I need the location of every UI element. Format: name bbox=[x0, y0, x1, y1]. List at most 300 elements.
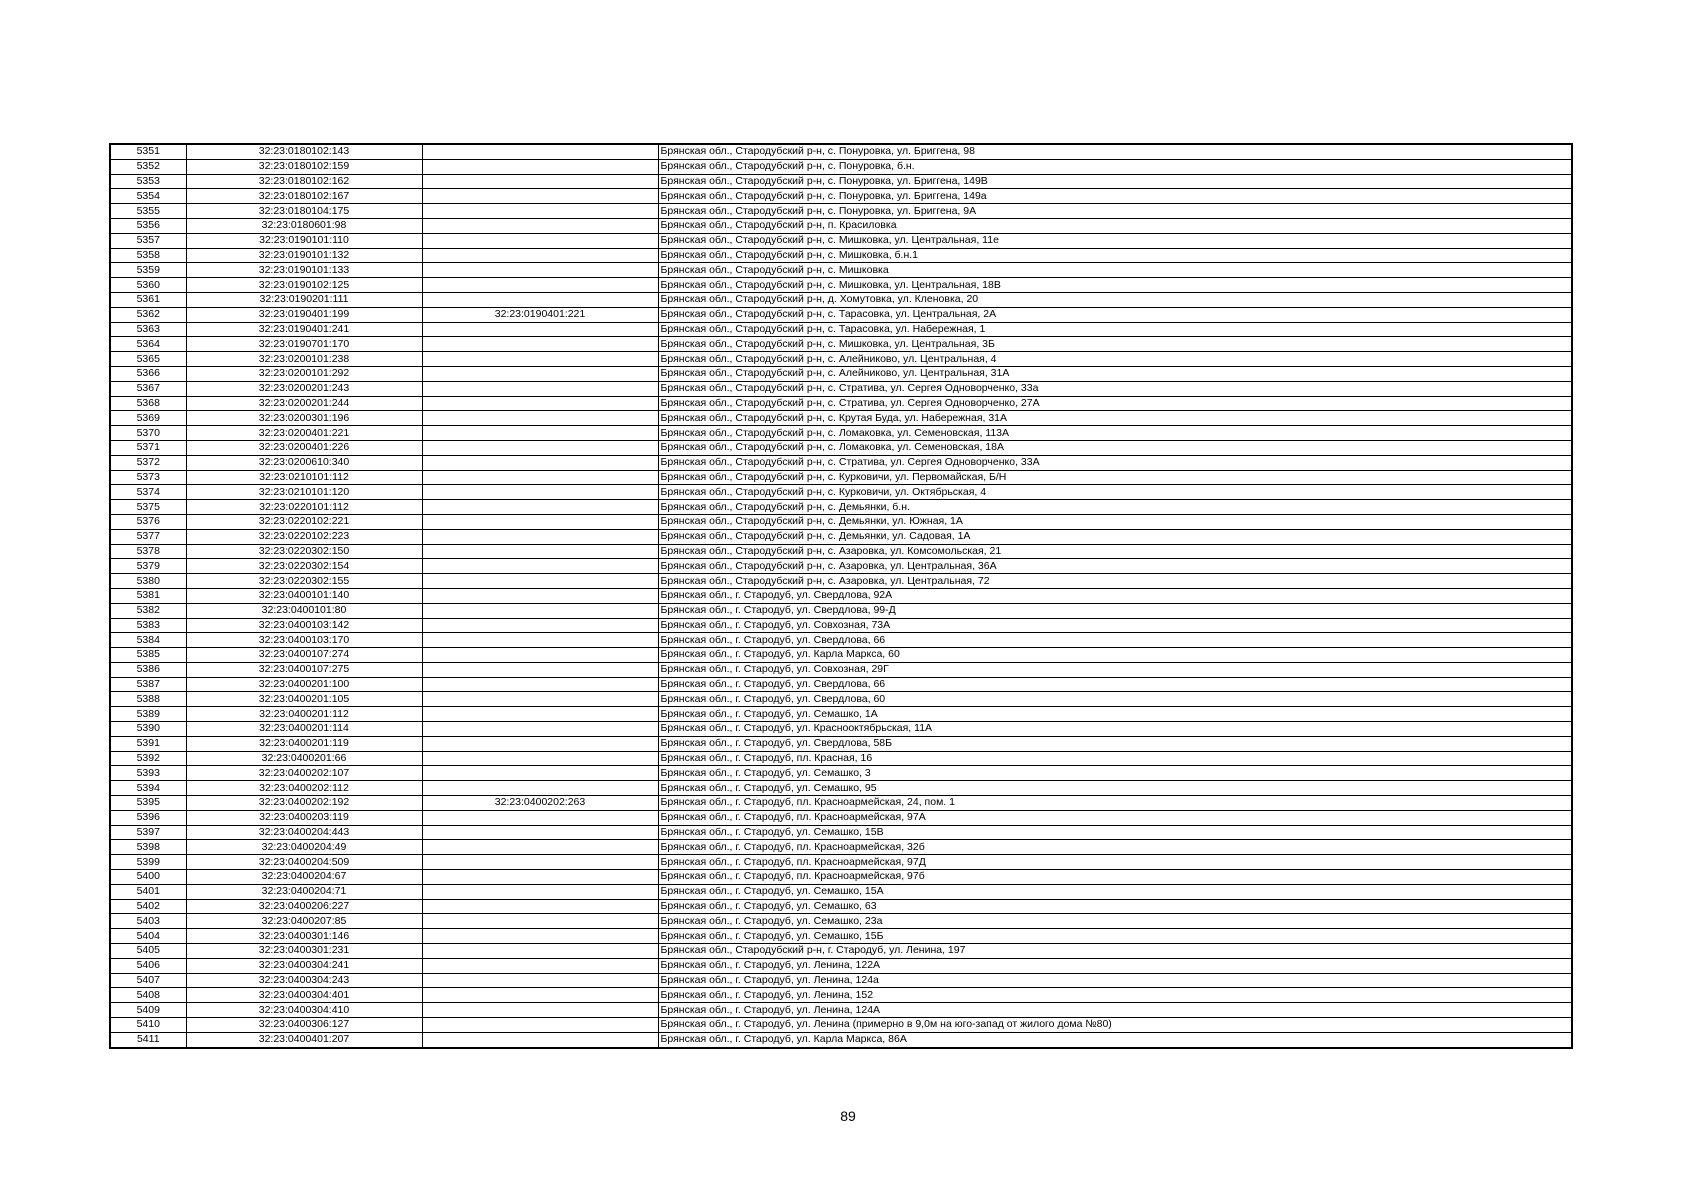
address: Брянская обл., г. Стародуб, пл. Красноармейская, 32б bbox=[658, 840, 1572, 855]
linked-cadastral-number bbox=[422, 559, 658, 574]
row-number: 5396 bbox=[110, 810, 186, 825]
address: Брянская обл., г. Стародуб, ул. Ленина, 124а bbox=[658, 973, 1572, 988]
cadastral-number: 32:23:0180102:167 bbox=[186, 189, 422, 204]
table-row bbox=[110, 559, 1572, 574]
address: Брянская обл., Стародубский р-н, с. Понуровка, б.н. bbox=[658, 159, 1572, 174]
cadastral-number: 32:23:0200101:292 bbox=[186, 366, 422, 381]
row-number: 5359 bbox=[110, 263, 186, 278]
linked-cadastral-number bbox=[422, 973, 658, 988]
linked-cadastral-number bbox=[422, 366, 658, 381]
row-number: 5374 bbox=[110, 485, 186, 500]
address: Брянская обл., Стародубский р-н, с. Ломаковка, ул. Семеновская, 18А bbox=[658, 440, 1572, 455]
row-number: 5365 bbox=[110, 352, 186, 367]
table-row bbox=[110, 692, 1572, 707]
table-row bbox=[110, 633, 1572, 648]
cadastral-number: 32:23:0200201:244 bbox=[186, 396, 422, 411]
linked-cadastral-number bbox=[422, 529, 658, 544]
address: Брянская обл., Стародубский р-н, с. Тарасовка, ул. Центральная, 2А bbox=[658, 307, 1572, 322]
table-row bbox=[110, 292, 1572, 307]
row-number: 5395 bbox=[110, 796, 186, 811]
cadastral-number: 32:23:0180104:175 bbox=[186, 204, 422, 219]
address: Брянская обл., г. Стародуб, ул. Семашко, 15Б bbox=[658, 929, 1572, 944]
cadastral-number: 32:23:0190101:133 bbox=[186, 263, 422, 278]
row-number: 5408 bbox=[110, 988, 186, 1003]
linked-cadastral-number bbox=[422, 292, 658, 307]
cadastral-number: 32:23:0220302:154 bbox=[186, 559, 422, 574]
address: Брянская обл., г. Стародуб, ул. Свердлова, 60 bbox=[658, 692, 1572, 707]
cadastral-number: 32:23:0400107:275 bbox=[186, 662, 422, 677]
row-number: 5356 bbox=[110, 218, 186, 233]
linked-cadastral-number bbox=[422, 944, 658, 959]
address: Брянская обл., г. Стародуб, ул. Ленина (примерно в 9,0м на юго-запад от жилого дома №80) bbox=[658, 1018, 1572, 1033]
address: Брянская обл., г. Стародуб, ул. Семашко, 15В bbox=[658, 825, 1572, 840]
cadastral-number: 32:23:0400204:71 bbox=[186, 884, 422, 899]
linked-cadastral-number bbox=[422, 144, 658, 159]
address: Брянская обл., Стародубский р-н, с. Понуровка, ул. Бриггена, 149а bbox=[658, 189, 1572, 204]
table-row bbox=[110, 426, 1572, 441]
linked-cadastral-number bbox=[422, 751, 658, 766]
row-number: 5387 bbox=[110, 677, 186, 692]
row-number: 5366 bbox=[110, 366, 186, 381]
cadastral-number: 32:23:0200101:238 bbox=[186, 352, 422, 367]
linked-cadastral-number bbox=[422, 218, 658, 233]
row-number: 5375 bbox=[110, 500, 186, 515]
table-row bbox=[110, 929, 1572, 944]
row-number: 5401 bbox=[110, 884, 186, 899]
linked-cadastral-number bbox=[422, 455, 658, 470]
table-row bbox=[110, 648, 1572, 663]
linked-cadastral-number bbox=[422, 174, 658, 189]
linked-cadastral-number bbox=[422, 233, 658, 248]
row-number: 5404 bbox=[110, 929, 186, 944]
row-number: 5406 bbox=[110, 958, 186, 973]
table-row bbox=[110, 944, 1572, 959]
cadastral-number: 32:23:0400202:112 bbox=[186, 781, 422, 796]
row-number: 5372 bbox=[110, 455, 186, 470]
cadastral-number: 32:23:0400201:114 bbox=[186, 722, 422, 737]
cadastral-number: 32:23:0400301:146 bbox=[186, 929, 422, 944]
row-number: 5369 bbox=[110, 411, 186, 426]
row-number: 5353 bbox=[110, 174, 186, 189]
linked-cadastral-number bbox=[422, 648, 658, 663]
row-number: 5400 bbox=[110, 870, 186, 885]
linked-cadastral-number bbox=[422, 189, 658, 204]
address: Брянская обл., Стародубский р-н, с. Мишковка bbox=[658, 263, 1572, 278]
row-number: 5405 bbox=[110, 944, 186, 959]
address: Брянская обл., г. Стародуб, пл. Красноармейская, 97Д bbox=[658, 855, 1572, 870]
linked-cadastral-number bbox=[422, 988, 658, 1003]
table-row bbox=[110, 174, 1572, 189]
table-row bbox=[110, 263, 1572, 278]
cadastral-number: 32:23:0400103:170 bbox=[186, 633, 422, 648]
linked-cadastral-number bbox=[422, 485, 658, 500]
linked-cadastral-number bbox=[422, 574, 658, 589]
linked-cadastral-number bbox=[422, 263, 658, 278]
address: Брянская обл., Стародубский р-н, с. Демьянки, ул. Садовая, 1А bbox=[658, 529, 1572, 544]
row-number: 5362 bbox=[110, 307, 186, 322]
address: Брянская обл., Стародубский р-н, с. Стратива, ул. Сергея Одноворченко, 33а bbox=[658, 381, 1572, 396]
table-row bbox=[110, 381, 1572, 396]
cadastral-number: 32:23:0180102:162 bbox=[186, 174, 422, 189]
linked-cadastral-number bbox=[422, 396, 658, 411]
cadastral-number: 32:23:0200401:226 bbox=[186, 440, 422, 455]
row-number: 5381 bbox=[110, 588, 186, 603]
table-row bbox=[110, 544, 1572, 559]
linked-cadastral-number bbox=[422, 825, 658, 840]
linked-cadastral-number bbox=[422, 692, 658, 707]
row-number: 5370 bbox=[110, 426, 186, 441]
linked-cadastral-number bbox=[422, 159, 658, 174]
linked-cadastral-number bbox=[422, 958, 658, 973]
row-number: 5399 bbox=[110, 855, 186, 870]
address: Брянская обл., Стародубский р-н, с. Азаровка, ул. Центральная, 36А bbox=[658, 559, 1572, 574]
address: Брянская обл., Стародубский р-н, с. Алейниково, ул. Центральная, 31А bbox=[658, 366, 1572, 381]
linked-cadastral-number bbox=[422, 870, 658, 885]
cadastral-number: 32:23:0190102:125 bbox=[186, 278, 422, 293]
cadastral-number: 32:23:0220102:221 bbox=[186, 514, 422, 529]
table-row bbox=[110, 766, 1572, 781]
row-number: 5402 bbox=[110, 899, 186, 914]
table-row bbox=[110, 677, 1572, 692]
cadastral-number: 32:23:0190101:110 bbox=[186, 233, 422, 248]
cadastral-number: 32:23:0400207:85 bbox=[186, 914, 422, 929]
table-row bbox=[110, 529, 1572, 544]
table-row bbox=[110, 707, 1572, 722]
row-number: 5383 bbox=[110, 618, 186, 633]
row-number: 5388 bbox=[110, 692, 186, 707]
cadastral-number: 32:23:0190701:170 bbox=[186, 337, 422, 352]
cadastral-number: 32:23:0200401:221 bbox=[186, 426, 422, 441]
page-number: 89 bbox=[840, 1108, 856, 1124]
address: Брянская обл., Стародубский р-н, с. Стратива, ул. Сергея Одноворченко, 33А bbox=[658, 455, 1572, 470]
table-row bbox=[110, 588, 1572, 603]
cadastral-number: 32:23:0400401:207 bbox=[186, 1032, 422, 1047]
cadastral-number: 32:23:0400107:274 bbox=[186, 648, 422, 663]
row-number: 5391 bbox=[110, 736, 186, 751]
address: Брянская обл., г. Стародуб, пл. Красноармейская, 97б bbox=[658, 870, 1572, 885]
table-row bbox=[110, 958, 1572, 973]
table-row bbox=[110, 337, 1572, 352]
row-number: 5352 bbox=[110, 159, 186, 174]
cadastral-number: 32:23:0400201:105 bbox=[186, 692, 422, 707]
linked-cadastral-number bbox=[422, 381, 658, 396]
table-row bbox=[110, 870, 1572, 885]
table-row bbox=[110, 884, 1572, 899]
row-number: 5358 bbox=[110, 248, 186, 263]
row-number: 5385 bbox=[110, 648, 186, 663]
row-number: 5409 bbox=[110, 1003, 186, 1018]
address: Брянская обл., г. Стародуб, ул. Семашко, 3 bbox=[658, 766, 1572, 781]
address: Брянская обл., Стародубский р-н, п. Красиловка bbox=[658, 218, 1572, 233]
row-number: 5394 bbox=[110, 781, 186, 796]
linked-cadastral-number bbox=[422, 514, 658, 529]
cadastral-number: 32:23:0200610:340 bbox=[186, 455, 422, 470]
cadastral-number: 32:23:0400201:112 bbox=[186, 707, 422, 722]
address: Брянская обл., г. Стародуб, ул. Свердлова, 92А bbox=[658, 588, 1572, 603]
table-row bbox=[110, 159, 1572, 174]
address: Брянская обл., г. Стародуб, ул. Совхозная, 29Г bbox=[658, 662, 1572, 677]
linked-cadastral-number bbox=[422, 722, 658, 737]
address: Брянская обл., г. Стародуб, пл. Красноармейская, 97А bbox=[658, 810, 1572, 825]
linked-cadastral-number bbox=[422, 914, 658, 929]
linked-cadastral-number bbox=[422, 899, 658, 914]
linked-cadastral-number bbox=[422, 766, 658, 781]
linked-cadastral-number bbox=[422, 603, 658, 618]
cadastral-number: 32:23:0180102:159 bbox=[186, 159, 422, 174]
address: Брянская обл., Стародубский р-н, с. Понуровка, ул. Бриггена, 149В bbox=[658, 174, 1572, 189]
table-row bbox=[110, 1032, 1572, 1047]
address: Брянская обл., г. Стародуб, пл. Красная, 16 bbox=[658, 751, 1572, 766]
linked-cadastral-number bbox=[422, 426, 658, 441]
table-row bbox=[110, 189, 1572, 204]
row-number: 5392 bbox=[110, 751, 186, 766]
row-number: 5368 bbox=[110, 396, 186, 411]
table-row bbox=[110, 810, 1572, 825]
table-row bbox=[110, 914, 1572, 929]
property-table bbox=[109, 143, 1573, 1049]
address: Брянская обл., г. Стародуб, ул. Семашко, 95 bbox=[658, 781, 1572, 796]
row-number: 5382 bbox=[110, 603, 186, 618]
row-number: 5411 bbox=[110, 1032, 186, 1047]
linked-cadastral-number bbox=[422, 337, 658, 352]
cadastral-number: 32:23:0400101:80 bbox=[186, 603, 422, 618]
cadastral-number: 32:23:0400101:140 bbox=[186, 588, 422, 603]
row-number: 5351 bbox=[110, 144, 186, 159]
address: Брянская обл., г. Стародуб, пл. Красноармейская, 24, пом. 1 bbox=[658, 796, 1572, 811]
cadastral-number: 32:23:0220302:155 bbox=[186, 574, 422, 589]
cadastral-number: 32:23:0180102:143 bbox=[186, 144, 422, 159]
cadastral-number: 32:23:0400204:49 bbox=[186, 840, 422, 855]
cadastral-number: 32:23:0190101:132 bbox=[186, 248, 422, 263]
address: Брянская обл., г. Стародуб, ул. Свердлова, 58Б bbox=[658, 736, 1572, 751]
cadastral-number: 32:23:0180601:98 bbox=[186, 218, 422, 233]
table-row bbox=[110, 352, 1572, 367]
address: Брянская обл., г. Стародуб, ул. Ленина, 124А bbox=[658, 1003, 1572, 1018]
row-number: 5360 bbox=[110, 278, 186, 293]
address: Брянская обл., Стародубский р-н, с. Мишковка, ул. Центральная, 18В bbox=[658, 278, 1572, 293]
address: Брянская обл., г. Стародуб, ул. Семашко, 1А bbox=[658, 707, 1572, 722]
address: Брянская обл., г. Стародуб, ул. Краснооктябрьская, 11А bbox=[658, 722, 1572, 737]
linked-cadastral-number bbox=[422, 248, 658, 263]
table-row bbox=[110, 218, 1572, 233]
table-row bbox=[110, 736, 1572, 751]
table-row bbox=[110, 825, 1572, 840]
row-number: 5380 bbox=[110, 574, 186, 589]
row-number: 5389 bbox=[110, 707, 186, 722]
table-row bbox=[110, 144, 1572, 159]
table-row bbox=[110, 233, 1572, 248]
address: Брянская обл., Стародубский р-н, с. Мишковка, ул. Центральная, 11е bbox=[658, 233, 1572, 248]
table-row bbox=[110, 470, 1572, 485]
table-row bbox=[110, 500, 1572, 515]
linked-cadastral-number bbox=[422, 322, 658, 337]
table-row bbox=[110, 618, 1572, 633]
address: Брянская обл., г. Стародуб, ул. Свердлова, 99-Д bbox=[658, 603, 1572, 618]
linked-cadastral-number bbox=[422, 707, 658, 722]
linked-cadastral-number bbox=[422, 278, 658, 293]
cadastral-number: 32:23:0400204:67 bbox=[186, 870, 422, 885]
cadastral-number: 32:23:0400201:100 bbox=[186, 677, 422, 692]
table-row bbox=[110, 751, 1572, 766]
address: Брянская обл., г. Стародуб, ул. Семашко, 63 bbox=[658, 899, 1572, 914]
address: Брянская обл., Стародубский р-н, с. Мишковка, ул. Центральная, 3Б bbox=[658, 337, 1572, 352]
address: Брянская обл., Стародубский р-н, с. Алейниково, ул. Центральная, 4 bbox=[658, 352, 1572, 367]
table-row bbox=[110, 455, 1572, 470]
address: Брянская обл., Стародубский р-н, с. Курковичи, ул. Первомайская, Б/Н bbox=[658, 470, 1572, 485]
row-number: 5410 bbox=[110, 1018, 186, 1033]
row-number: 5377 bbox=[110, 529, 186, 544]
table-row bbox=[110, 796, 1572, 811]
row-number: 5407 bbox=[110, 973, 186, 988]
linked-cadastral-number bbox=[422, 855, 658, 870]
linked-cadastral-number bbox=[422, 929, 658, 944]
table-row bbox=[110, 781, 1572, 796]
table-row bbox=[110, 278, 1572, 293]
address: Брянская обл., Стародубский р-н, с. Азаровка, ул. Центральная, 72 bbox=[658, 574, 1572, 589]
address: Брянская обл., г. Стародуб, ул. Свердлова, 66 bbox=[658, 633, 1572, 648]
address: Брянская обл., Стародубский р-н, с. Курковичи, ул. Октябрьская, 4 bbox=[658, 485, 1572, 500]
cadastral-number: 32:23:0400203:119 bbox=[186, 810, 422, 825]
row-number: 5371 bbox=[110, 440, 186, 455]
row-number: 5398 bbox=[110, 840, 186, 855]
cadastral-number: 32:23:0400201:119 bbox=[186, 736, 422, 751]
row-number: 5373 bbox=[110, 470, 186, 485]
row-number: 5386 bbox=[110, 662, 186, 677]
address: Брянская обл., Стародубский р-н, с. Понуровка, ул. Бриггена, 98 bbox=[658, 144, 1572, 159]
cadastral-number: 32:23:0220302:150 bbox=[186, 544, 422, 559]
address: Брянская обл., г. Стародуб, ул. Ленина, 152 bbox=[658, 988, 1572, 1003]
cadastral-number: 32:23:0220101:112 bbox=[186, 500, 422, 515]
row-number: 5384 bbox=[110, 633, 186, 648]
cadastral-number: 32:23:0400202:107 bbox=[186, 766, 422, 781]
row-number: 5355 bbox=[110, 204, 186, 219]
row-number: 5357 bbox=[110, 233, 186, 248]
row-number: 5354 bbox=[110, 189, 186, 204]
cadastral-number: 32:23:0400201:66 bbox=[186, 751, 422, 766]
row-number: 5367 bbox=[110, 381, 186, 396]
table-row bbox=[110, 899, 1572, 914]
table-row bbox=[110, 307, 1572, 322]
cadastral-number: 32:23:0400103:142 bbox=[186, 618, 422, 633]
row-number: 5363 bbox=[110, 322, 186, 337]
cadastral-number: 32:23:0400204:443 bbox=[186, 825, 422, 840]
table-row bbox=[110, 603, 1572, 618]
linked-cadastral-number bbox=[422, 677, 658, 692]
linked-cadastral-number bbox=[422, 618, 658, 633]
cadastral-number: 32:23:0400304:401 bbox=[186, 988, 422, 1003]
row-number: 5376 bbox=[110, 514, 186, 529]
table-row bbox=[110, 396, 1572, 411]
table-row bbox=[110, 988, 1572, 1003]
table-row bbox=[110, 1018, 1572, 1033]
address: Брянская обл., Стародубский р-н, с. Ломаковка, ул. Семеновская, 113А bbox=[658, 426, 1572, 441]
cadastral-number: 32:23:0190201:111 bbox=[186, 292, 422, 307]
linked-cadastral-number bbox=[422, 884, 658, 899]
row-number: 5390 bbox=[110, 722, 186, 737]
cadastral-number: 32:23:0210101:112 bbox=[186, 470, 422, 485]
linked-cadastral-number bbox=[422, 633, 658, 648]
cadastral-number: 32:23:0400306:127 bbox=[186, 1018, 422, 1033]
cadastral-number: 32:23:0190401:241 bbox=[186, 322, 422, 337]
linked-cadastral-number bbox=[422, 544, 658, 559]
table-row bbox=[110, 574, 1572, 589]
linked-cadastral-number bbox=[422, 1018, 658, 1033]
address: Брянская обл., г. Стародуб, ул. Карла Маркса, 60 bbox=[658, 648, 1572, 663]
address: Брянская обл., г. Стародуб, ул. Ленина, 122А bbox=[658, 958, 1572, 973]
address: Брянская обл., Стародубский р-н, с. Понуровка, ул. Бриггена, 9А bbox=[658, 204, 1572, 219]
linked-cadastral-number bbox=[422, 588, 658, 603]
linked-cadastral-number bbox=[422, 810, 658, 825]
address: Брянская обл., Стародубский р-н, с. Стратива, ул. Сергея Одноворченко, 27А bbox=[658, 396, 1572, 411]
cadastral-number: 32:23:0200301:196 bbox=[186, 411, 422, 426]
linked-cadastral-number bbox=[422, 840, 658, 855]
row-number: 5379 bbox=[110, 559, 186, 574]
linked-cadastral-number bbox=[422, 500, 658, 515]
linked-cadastral-number: 32:23:0400202:263 bbox=[422, 796, 658, 811]
linked-cadastral-number bbox=[422, 440, 658, 455]
table-row bbox=[110, 855, 1572, 870]
linked-cadastral-number bbox=[422, 1032, 658, 1047]
address: Брянская обл., г. Стародуб, ул. Совхозная, 73А bbox=[658, 618, 1572, 633]
address: Брянская обл., Стародубский р-н, с. Азаровка, ул. Комсомольская, 21 bbox=[658, 544, 1572, 559]
cadastral-number: 32:23:0400304:241 bbox=[186, 958, 422, 973]
table-row bbox=[110, 514, 1572, 529]
linked-cadastral-number bbox=[422, 204, 658, 219]
table-row bbox=[110, 722, 1572, 737]
cadastral-number: 32:23:0190401:199 bbox=[186, 307, 422, 322]
address: Брянская обл., Стародубский р-н, г. Стародуб, ул. Ленина, 197 bbox=[658, 944, 1572, 959]
address: Брянская обл., г. Стародуб, ул. Семашко, 23а bbox=[658, 914, 1572, 929]
table-row bbox=[110, 366, 1572, 381]
linked-cadastral-number bbox=[422, 662, 658, 677]
table-row bbox=[110, 204, 1572, 219]
address: Брянская обл., Стародубский р-н, с. Демьянки, ул. Южная, 1А bbox=[658, 514, 1572, 529]
cadastral-number: 32:23:0220102:223 bbox=[186, 529, 422, 544]
table-row bbox=[110, 662, 1572, 677]
cadastral-number: 32:23:0400206:227 bbox=[186, 899, 422, 914]
address: Брянская обл., Стародубский р-н, д. Хомутовка, ул. Кленовка, 20 bbox=[658, 292, 1572, 307]
table-row bbox=[110, 485, 1572, 500]
row-number: 5393 bbox=[110, 766, 186, 781]
address: Брянская обл., г. Стародуб, ул. Свердлова, 66 bbox=[658, 677, 1572, 692]
linked-cadastral-number bbox=[422, 736, 658, 751]
row-number: 5361 bbox=[110, 292, 186, 307]
linked-cadastral-number bbox=[422, 781, 658, 796]
table-body bbox=[110, 144, 1572, 1048]
table-row bbox=[110, 1003, 1572, 1018]
cadastral-number: 32:23:0400202:192 bbox=[186, 796, 422, 811]
table-row bbox=[110, 840, 1572, 855]
cadastral-number: 32:23:0200201:243 bbox=[186, 381, 422, 396]
row-number: 5403 bbox=[110, 914, 186, 929]
cadastral-number: 32:23:0210101:120 bbox=[186, 485, 422, 500]
linked-cadastral-number bbox=[422, 470, 658, 485]
address: Брянская обл., Стародубский р-н, с. Крутая Буда, ул. Набережная, 31А bbox=[658, 411, 1572, 426]
address: Брянская обл., Стародубский р-н, с. Демьянки, б.н. bbox=[658, 500, 1572, 515]
cadastral-number: 32:23:0400204:509 bbox=[186, 855, 422, 870]
address: Брянская обл., Стародубский р-н, с. Мишковка, б.н.1 bbox=[658, 248, 1572, 263]
table-row bbox=[110, 440, 1572, 455]
linked-cadastral-number bbox=[422, 1003, 658, 1018]
table-row bbox=[110, 411, 1572, 426]
table-row bbox=[110, 973, 1572, 988]
address: Брянская обл., г. Стародуб, ул. Семашко, 15А bbox=[658, 884, 1572, 899]
address: Брянская обл., Стародубский р-н, с. Тарасовка, ул. Набережная, 1 bbox=[658, 322, 1572, 337]
cadastral-number: 32:23:0400304:410 bbox=[186, 1003, 422, 1018]
cadastral-number: 32:23:0400304:243 bbox=[186, 973, 422, 988]
table-row bbox=[110, 248, 1572, 263]
linked-cadastral-number bbox=[422, 352, 658, 367]
